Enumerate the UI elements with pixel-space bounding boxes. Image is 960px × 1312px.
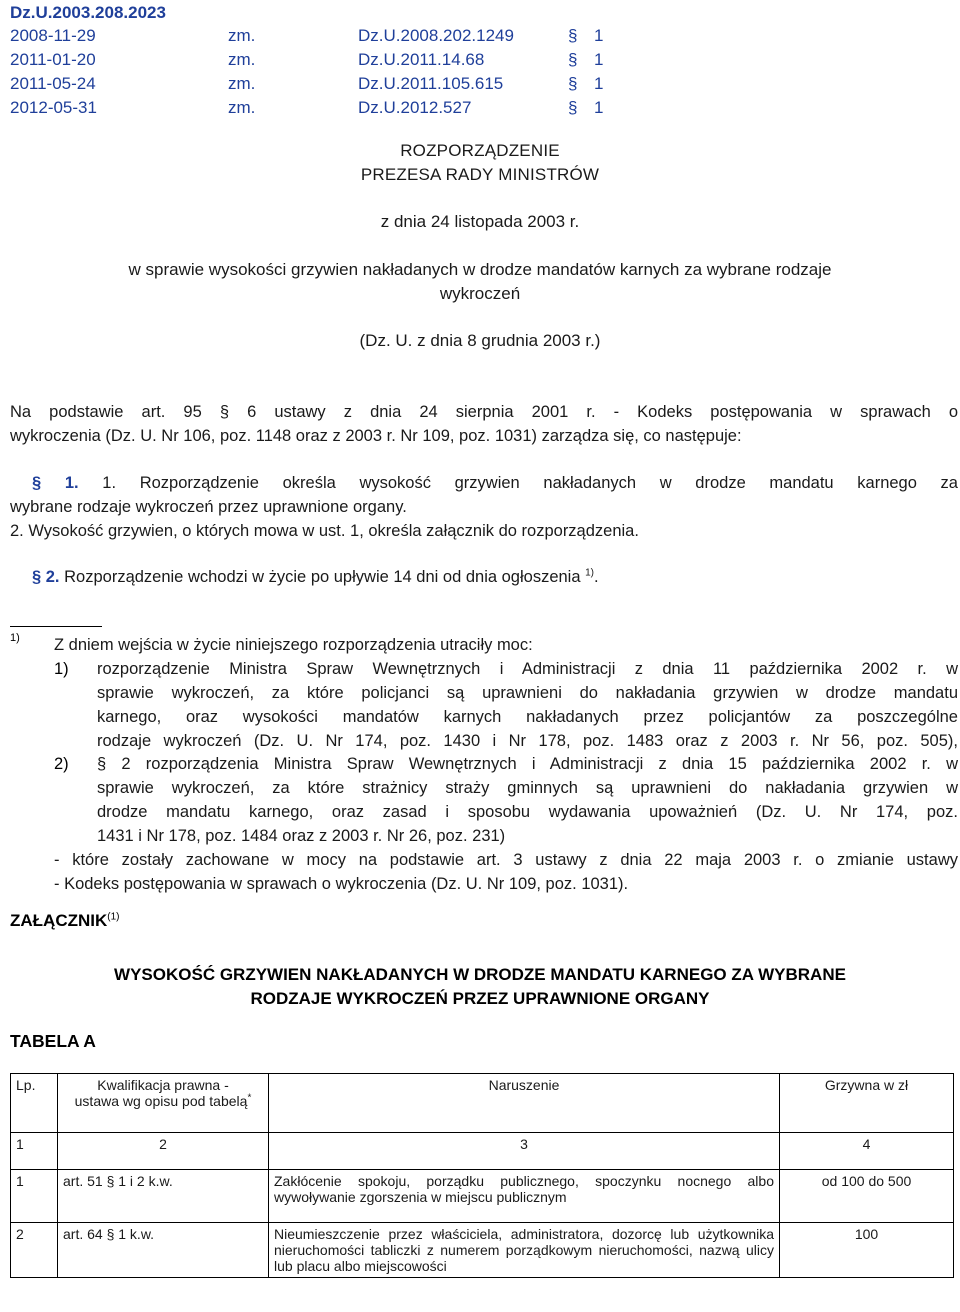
amendment-row[interactable] — [0, 50, 960, 74]
amendment-row[interactable] — [0, 26, 960, 50]
document-id-link[interactable]: Dz.U.2003.208.2023 — [10, 3, 166, 22]
amendment-section-number: 1 — [594, 74, 604, 93]
section-sign: § — [568, 74, 578, 93]
section-1-text: 1. Rozporządzenie określa wysokość grzywien nakładanych w drodze mandatu karnego za — [102, 474, 958, 492]
amendment-reference: Dz.U.2008.202.1249 — [358, 26, 514, 45]
column-header-fine: Grzywna w zł — [780, 1074, 954, 1133]
footnote-intro: Z dniem wejścia w życie niniejszego rozporządzenia utraciły moc: — [54, 636, 533, 654]
section-sign: § — [568, 50, 578, 69]
amendment-row[interactable] — [0, 74, 960, 98]
annex-heading: WYSOKOŚĆ GRZYWIEN NAKŁADANYCH W DRODZE MANDATU KARNEGO ZA WYBRANE — [114, 965, 846, 984]
asterisk-reference: * — [247, 1092, 252, 1104]
regulation-date: z dnia 24 listopada 2003 r. — [380, 212, 580, 231]
publication-info: (Dz. U. z dnia 8 grudnia 2003 r.) — [359, 331, 601, 350]
table-numbering-row — [11, 1133, 954, 1170]
row-violation: Zakłócenie spokoju, porządku publicznego, spoczynku nocnego albo wywoływanie zgorszenia w miejscu publicznym — [269, 1170, 780, 1223]
amendment-date: 2011-01-20 — [10, 50, 96, 69]
section-1-mark[interactable]: § 1. — [32, 474, 79, 492]
column-number: 3 — [269, 1133, 780, 1170]
qualification-header-line: Kwalifikacja prawna - — [97, 1077, 229, 1093]
row-lp: 1 — [11, 1170, 58, 1223]
annex-heading-cont: RODZAJE WYKROCZEŃ PRZEZ UPRAWNIONE ORGANY — [250, 989, 710, 1008]
footnote-item-2-label: 2) — [54, 755, 69, 773]
qualification-header-line: ustawa wg opisu pod tabelą — [74, 1093, 248, 1109]
row-fine: od 100 do 500 — [780, 1170, 954, 1223]
section-1-paragraph-1 — [10, 471, 958, 495]
amendment-type: zm. — [228, 74, 256, 93]
amendment-section-number: 1 — [594, 50, 604, 69]
annex-label-text: ZAŁĄCZNIK — [10, 911, 108, 930]
amendment-reference: Dz.U.2011.105.615 — [358, 74, 504, 93]
section-2-text: Rozporządzenie wchodzi w życie po upływie 14 dni od dnia ogłoszenia — [64, 568, 581, 586]
amendment-date: 2008-11-29 — [10, 26, 96, 45]
amendment-section-number: 1 — [594, 98, 604, 117]
footnote-closing-cont: - Kodeks postępowania w sprawach o wykroczenia (Dz. U. Nr 109, poz. 1031). — [54, 875, 629, 893]
annex-label — [10, 911, 120, 931]
section-2-end: . — [594, 568, 599, 586]
amendment-row[interactable] — [0, 98, 960, 122]
column-header-qualification — [58, 1074, 269, 1133]
row-legal-basis: art. 64 § 1 k.w. — [58, 1223, 269, 1278]
footnote-item-2-line: § 2 rozporządzenia Ministra Spraw Wewnętrznych i Administracji z dnia 15 października 2002 r. w — [97, 755, 958, 773]
issuing-authority: PREZESA RADY MINISTRÓW — [360, 165, 600, 184]
table-label: TABELA A — [10, 1031, 96, 1051]
amendment-date: 2012-05-31 — [10, 98, 97, 117]
column-number: 2 — [58, 1133, 269, 1170]
footnote-item-1-line: rodzaje wykroczeń (Dz. U. Nr 174, poz. 1430 i Nr 178, poz. 1483 oraz z 2003 r. Nr 56, poz. 505), — [97, 732, 958, 750]
section-1-paragraph-2: 2. Wysokość grzywien, o których mowa w ust. 1, określa załącznik do rozporządzenia. — [10, 522, 639, 540]
regulation-subject-cont: wykroczeń — [439, 284, 521, 303]
amendment-type: zm. — [228, 26, 256, 45]
footnote-item-1-line: karnego, oraz wysokości mandatów karnych nakładanych przez policjantów za poszczególne — [97, 708, 958, 726]
amendment-reference: Dz.U.2011.14.68 — [358, 50, 485, 69]
section-2-mark[interactable]: § 2. — [32, 568, 60, 586]
column-header-lp: Lp. — [11, 1074, 58, 1133]
row-lp: 2 — [11, 1223, 58, 1278]
column-number: 1 — [11, 1133, 58, 1170]
footnote-item-2-line: sprawie wykroczeń, za które strażnicy straży gminnych są uprawnieni do nakładania grzywien w — [97, 779, 958, 797]
footnote-item-2-line: drodze mandatu karnego, oraz zasad i sposobu wydawania upoważnień (Dz. U. Nr 174, poz. — [97, 803, 958, 821]
amendment-section-number: 1 — [594, 26, 604, 45]
table-row — [11, 1223, 954, 1278]
regulation-subject: w sprawie wysokości grzywien nakładanych w drodze mandatów karnych za wybrane rodzaje — [128, 260, 832, 279]
table-row — [11, 1170, 954, 1223]
footnote-item-1-line: rozporządzenie Ministra Spraw Wewnętrznych i Administracji z dnia 11 października 2002 r. w — [97, 660, 958, 678]
footnote-mark: 1) — [10, 632, 20, 644]
footnote-closing: - które zostały zachowane w mocy na podstawie art. 3 ustawy z dnia 22 maja 2003 r. o zmianie ustawy — [54, 851, 958, 869]
row-violation: Nieumieszczenie przez właściciela, administratora, dozorcę lub użytkownika nieruchomości tabliczki z numerem porządkowym nieruchomości, nazwą ulicy lub placu albo miejscowości — [269, 1223, 780, 1278]
amendment-reference: Dz.U.2012.527 — [358, 98, 472, 117]
column-header-violation: Naruszenie — [269, 1074, 780, 1133]
amendment-type: zm. — [228, 98, 256, 117]
fines-table — [10, 1073, 954, 1278]
footnote-item-1-line: sprawie wykroczeń, za które policjanci są uprawnieni do nakładania grzywien w drodze mandatu — [97, 684, 958, 702]
section-2 — [10, 565, 958, 589]
footnote-divider — [10, 626, 102, 627]
annex-footnote-reference[interactable]: (1) — [107, 911, 120, 923]
row-legal-basis: art. 51 § 1 i 2 k.w. — [58, 1170, 269, 1223]
column-number: 4 — [780, 1133, 954, 1170]
section-sign: § — [568, 98, 578, 117]
row-fine: 100 — [780, 1223, 954, 1278]
regulation-title: ROZPORZĄDZENIE — [400, 141, 560, 160]
preamble-cont: wykroczenia (Dz. U. Nr 106, poz. 1148 oraz z 2003 r. Nr 109, poz. 1031) zarządza się, co następuje: — [10, 427, 742, 445]
preamble: Na podstawie art. 95 § 6 ustawy z dnia 24 sierpnia 2001 r. - Kodeks postępowania w sprawach o — [10, 403, 958, 421]
table-header-row — [11, 1074, 954, 1133]
amendment-date: 2011-05-24 — [10, 74, 96, 93]
section-1-paragraph-1-cont: wybrane rodzaje wykroczeń przez uprawnione organy. — [10, 498, 407, 516]
section-sign: § — [568, 26, 578, 45]
footnote-reference[interactable]: 1) — [585, 567, 595, 579]
footnote-item-1-label: 1) — [54, 660, 69, 678]
footnote-item-2-line: 1431 i Nr 178, poz. 1484 oraz z 2003 r. Nr 26, poz. 231) — [97, 827, 506, 845]
amendment-type: zm. — [228, 50, 256, 69]
